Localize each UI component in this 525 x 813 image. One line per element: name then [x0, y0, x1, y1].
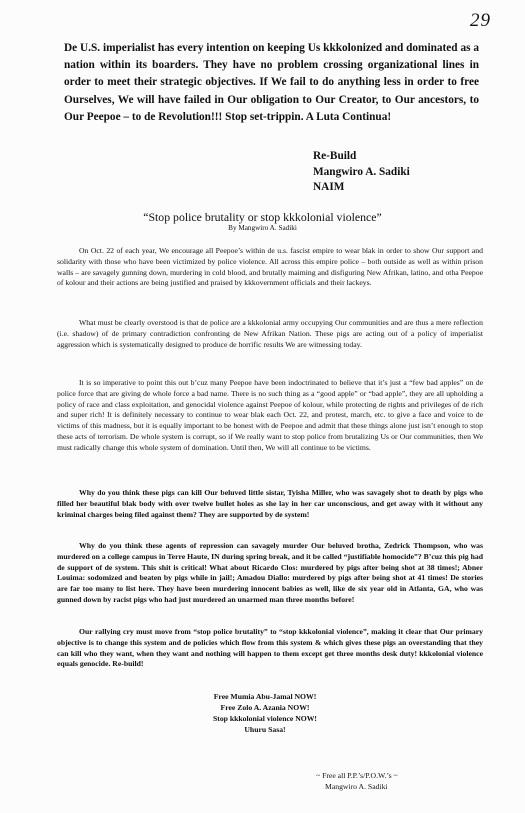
closing-slogan: ~ Free all P.P.’s/P.O.W.’s ~	[316, 771, 398, 780]
intro-paragraph: De U.S. imperialist has every intention on keeping Us kkkolonized and dominated as a nation within its boarders. They have no problem crossing organizational lines in order to meet their strategic objectives. If We fail to do anything less in order to free Ourselves, We will have failed in Our obligation to Our Creator, to Our ancestors, to Our Peepoe – to de Revolution!!! Stop set-trippin. A Luta Continua!	[64, 42, 479, 123]
signature-line: Re-Build	[313, 150, 357, 162]
demand-item: Free Mumia Abu-Jamal NOW!	[213, 692, 317, 701]
article-byline: By Mangwiro A. Sadiki	[228, 224, 297, 232]
demand-item: Stop kkkolonial violence NOW!	[212, 714, 317, 723]
article-title: “Stop police brutality or stop kkkolonial violence”	[143, 210, 382, 224]
article-paragraph: Why do you think these agents of repression can savagely murder Our beluved brotha, Zedrick Thompson, who was murdered on a college campus in Terre Haute, IN during spring break, and it be called “justifiable homocide”? B’cuz this pig had de support of de system. This shit is critical! What about Ricardo Clos: murdered by pigs after being shot at 38 times!; Abner Louima: sodomized and beaten by pigs while in jail!; Amadou Diallo: murdered by pigs after being shot at 41 times! De stories are far too many to list here. They have been murdering innocent babies as well, like de six year old in Atlanta, GA, who was gunned down by racist pigs who had just murdered an unarmed man three months before!	[57, 541, 483, 604]
article-paragraph: On Oct. 22 of each year, We encourage all Peepoe’s within de u.s. fascist empire to wear blak in order to show Our support and solidarity with those who have been victimized by police violence. All across this empire police – both outside as well as within prison walls – are savagely gunning down, murdering in cold blood, and brutally maiming and disfiguring New Afrikan, latino, and otha Peepoe of kolour and their actions are being justified and praised by kkkovernment officials and their lackeys.	[57, 246, 483, 288]
demands-list	[190, 691, 340, 735]
article-paragraph: It is so imperative to point this out b’cuz many Peepoe have been indoctrinated to believe that it’s just a “few bad apples” on de police force that are giving de whole force a bad name. There is no such thing as a “good apple” or “bad apple”, they are all upholding a policy of race and class exploitation, and genocidal violence against Peepoe of kolour, while protecting de rights and privileges of de rich and super rich! It is definitely necessary to continue to wear blak each Oct. 22, and protest, march, etc. to give a face and voice to de victims of this madness, but it is equally important to be honest with de Peepoe and admit that these things alone just isn’t enough to stop these acts of terrorism. De whole system is corrupt, so if We really want to stop police from brutalizing Us or Our communities, then We must radically change this whole system of domination. Until then, We will all continue to be victims.	[57, 378, 483, 452]
signature-organization: NAIM	[313, 181, 345, 193]
article-paragraph: Why do you think these pigs can kill Our beluved little sistar, Tyisha Miller, who was savagely shot to death by pigs who filled her beautiful blak body with over twelve bullet holes as she lay in her car unconscious, and get away with it without any kriminal charges being filed against them? They are supported by de system!	[57, 488, 483, 519]
signature-block	[313, 149, 410, 196]
page-number: 29	[470, 10, 491, 31]
article-paragraph: Our rallying cry must move from “stop police brutality” to “stop kkkolonial violence”, making it clear that Our primary objective is to change this system and de policies which flow from this system & which gives these pigs an overstanding that they can kill who they want, when they want and nothing will happen to them except get three months desk duty! kkkolonial violence equals genocide. Re-build!	[57, 627, 483, 669]
closing-signature	[316, 770, 398, 792]
demand-item: Uhuru Sasa!	[244, 725, 286, 734]
article-paragraph: What must be clearly overstood is that de police are a kkkolonial army occupying Our communities and are thus a mere reflection (i.e. shadow) of de primary contradiction confronting de New Afrikan Nation. These pigs are acting out of a policy of imperialist aggression which is systematically designed to produce de horrific results We are witnessing today.	[57, 318, 483, 349]
signature-name: Mangwiro A. Sadiki	[313, 165, 410, 178]
demand-item: Free Zolo A. Azania NOW!	[220, 703, 310, 712]
closing-name: Mangwiro A. Sadiki	[325, 782, 388, 791]
